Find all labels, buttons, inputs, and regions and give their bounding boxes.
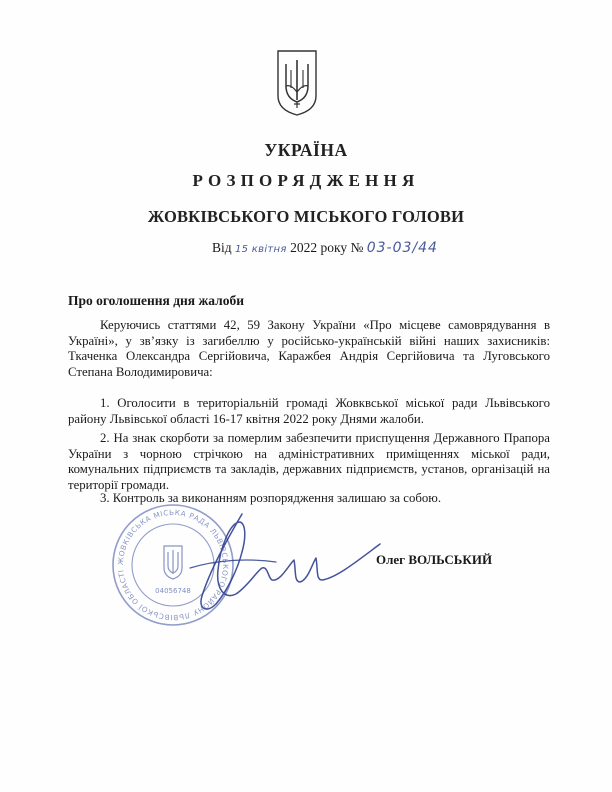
stamp-outer-text: ЖОВКІВСЬКА МІСЬКА РАДА ЛЬВІВСЬКОГО РАЙОНУ ЛЬВІВСЬКОЇ ОБЛАСТІ: [115, 507, 231, 623]
dateline: [212, 240, 438, 256]
number-sign: №: [350, 240, 364, 255]
handwritten-date: 15 квітня: [235, 244, 287, 255]
dateline-year: 2022 року: [290, 240, 348, 255]
country-heading: УКРАЇНА: [264, 140, 348, 160]
signature-image: [176, 508, 386, 620]
stamp-code: 04056748: [155, 587, 191, 595]
order-item-3: 3. Контроль за виконанням розпорядження залишаю за собою.: [100, 491, 442, 505]
document-type-heading: РОЗПОРЯДЖЕННЯ: [192, 171, 420, 190]
preamble-paragraph: Керуючись статтями 42, 59 Закону України «Про місцеве самоврядування в Україні», у зв’язку із загибеллю у російсько-українській війні наших захисників: Ткаченка Олександра Сергійовича, Каражбея Андрія Сергійовича та Луговського Степана Володимировича:: [68, 318, 550, 379]
dateline-prefix: Від: [212, 240, 232, 255]
order-subject: Про оголошення дня жалоби: [68, 293, 244, 308]
order-item-2: 2. На знак скорботи за померлим забезпечити приспущення Державного Прапора України з чорною стрічкою на адміністративних приміщеннях міської ради, комунальних підприємств та закладів, державних підприємств, установ, організацій на території громади.: [68, 431, 550, 492]
signer-name: Олег ВОЛЬСЬКИЙ: [376, 552, 493, 567]
issuer-heading: ЖОВКІВСЬКОГО МІСЬКОГО ГОЛОВИ: [147, 207, 465, 226]
coat-of-arms-icon: [275, 48, 319, 118]
order-item-1: 1. Оголосити в територіальній громаді Жовквської міської ради Львівського району Львівської області 16-17 квітня 2022 року Днями жалоби.: [68, 396, 550, 426]
handwritten-number: 03-03/44: [366, 240, 438, 256]
